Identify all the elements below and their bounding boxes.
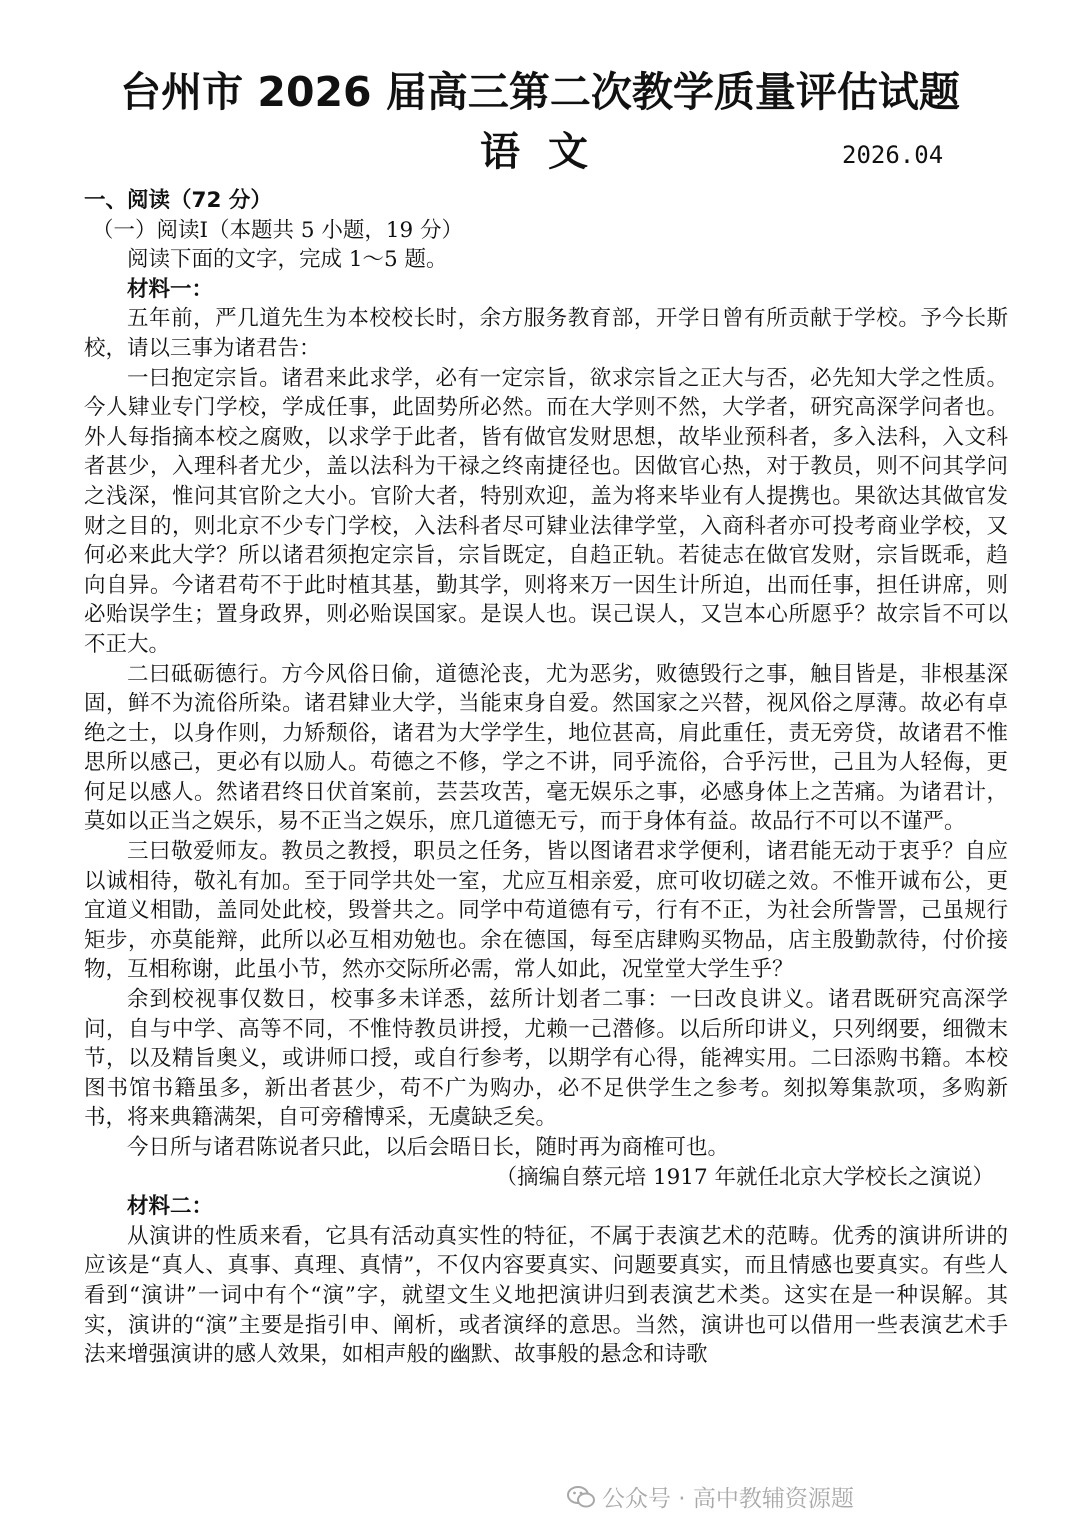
instruction-text: 阅读下面的文字，完成 1～5 题。 bbox=[127, 247, 448, 273]
material-one-paragraph: 二曰砥砺德行。方今风俗日偷，道德沦丧，尤为恶劣，败德毁行之事，触目皆是，非根基深固，鲜不为流俗所染。诸君肄业大学，当能束身自爱。然国家之兴替，视风俗之厚薄。故必有卓绝之士，以身作则，力矫颓俗，诸君为大学学生，地位甚高，肩此重任，责无旁贷，故诸君不惟思所以感己，更必有以励人。苟德之不修，学之不讲，同乎流俗，合乎污世，己且为人轻侮，更何足以感人。然诸君终日伏首案前，芸芸攻苦，毫无娱乐之事，必感身体上之苦痛。为诸君计，莫如以正当之娱乐，易不正当之娱乐，庶几道德无亏，而于身体有益。故品行不可以不谨严。 bbox=[84, 661, 1008, 835]
exam-date: 2026.04 bbox=[842, 141, 944, 169]
material-one-paragraph: 五年前，严几道先生为本校校长时，余方服务教育部，开学日曾有所贡献于学校。予今长斯校，请以三事为诸君告： bbox=[84, 306, 1008, 361]
watermark bbox=[566, 1480, 854, 1513]
material-one-paragraph: 一曰抱定宗旨。诸君来此求学，必有一定宗旨，欲求宗旨之正大与否，必先知大学之性质。今人肄业专门学校，学成任事，此固势所必然。而在大学则不然，大学者，研究高深学问者也。外人每指摘本校之腐败，以求学于此者，皆有做官发财思想，故毕业预科者，多入法科，入文科者甚少，入理科者尤少，盖以法科为干禄之终南捷径也。因做官心热，对于教员，则不问其学问之浅深，惟问其官阶之大小。官阶大者，特别欢迎，盖为将来毕业有人提携也。果欲达其做官发财之目的，则北京不少专门学校，入法科者尽可肄业法律学堂，入商科者亦可投考商业学校，又何必来此大学？所以诸君须抱定宗旨，宗旨既定，自趋正轨。若徒志在做官发财，宗旨既乖，趋向自异。今诸君苟不于此时植其基，勤其学，则将来万一因生计所迫，出而任事，担任讲席，则必贻误学生；置身政界，则必贻误国家。是误人也。误己误人，又岂本心所愿乎？故宗旨不可以不正大。 bbox=[84, 365, 1008, 657]
watermark-text: 公众号 · 高中教辅资源题 bbox=[602, 1486, 854, 1512]
material-two-paragraph: 从演讲的性质来看，它具有活动真实性的特征，不属于表演艺术的范畴。优秀的演讲所讲的应该是“真人、真事、真理、真情”，不仅内容要真实、问题要真实，而且情感也要真实。有些人看到“演讲”一词中有个“演”字，就望文生义地把演讲归到表演艺术类。这实在是一种误解。其实，演讲的“演”主要是指引申、阐析，或者演绎的意思。当然，演讲也可以借用一些表演艺术手法来增强演讲的感人效果，如相声般的幽默、故事般的悬念和诗歌 bbox=[84, 1223, 1008, 1368]
wechat-icon bbox=[566, 1485, 596, 1509]
material-one-paragraph: 三曰敬爱师友。教员之教授，职员之任务，皆以图诸君求学便利，诸君能无动于衷乎？自应以诚相待，敬礼有加。至于同学共处一室，尤应互相亲爱，庶可收切磋之效。不惟开诚布公，更宜道义相勖，盖同处此校，毁誉共之。同学中苟道德有亏，行有不正，为社会所訾詈，己虽规行矩步，亦莫能辩，此所以必互相劝勉也。余在德国，每至店肆购买物品，店主殷勤款待，付价接物，互相称谢，此虽小节，然亦交际所必需，常人如此，况堂堂大学生乎？ bbox=[84, 839, 1008, 983]
material-one-label: 材料一： bbox=[127, 276, 214, 302]
material-one-paragraph: 余到校视事仅数日，校事多未详悉，兹所计划者二事：一曰改良讲义。诸君既研究高深学问，自与中学、高等不同，不惟恃教员讲授，尤赖一己潜修。以后所印讲义，只列纲要，细微末节，以及精旨奥义，或讲师口授，或自行参考，以期学有心得，能裨实用。二曰添购书籍。本校图书馆书籍虽多，新出者甚少，苟不广为购办，必不足供学生之参考。刻拟筹集款项，多购新书，将来典籍满架，自可旁稽博采，无虞缺乏矣。 bbox=[84, 987, 1008, 1131]
material-one-source: （摘编自蔡元培 1917 年就任北京大学校长之演说） bbox=[495, 1164, 994, 1190]
section-heading: 一、阅读（72 分） bbox=[84, 188, 272, 213]
exam-content bbox=[84, 186, 1008, 1370]
subject-title: 语文 bbox=[480, 129, 616, 175]
material-two-label: 材料二： bbox=[127, 1194, 214, 1220]
section-subheading: （一）阅读Ⅰ（本题共 5 小题，19 分） bbox=[92, 217, 464, 243]
exam-title: 台州市 2026 届高三第二次教学质量评估试题 bbox=[120, 68, 960, 116]
material-one-paragraph: 今日所与诸君陈说者只此，以后会晤日长，随时再为商榷可也。 bbox=[127, 1135, 730, 1160]
